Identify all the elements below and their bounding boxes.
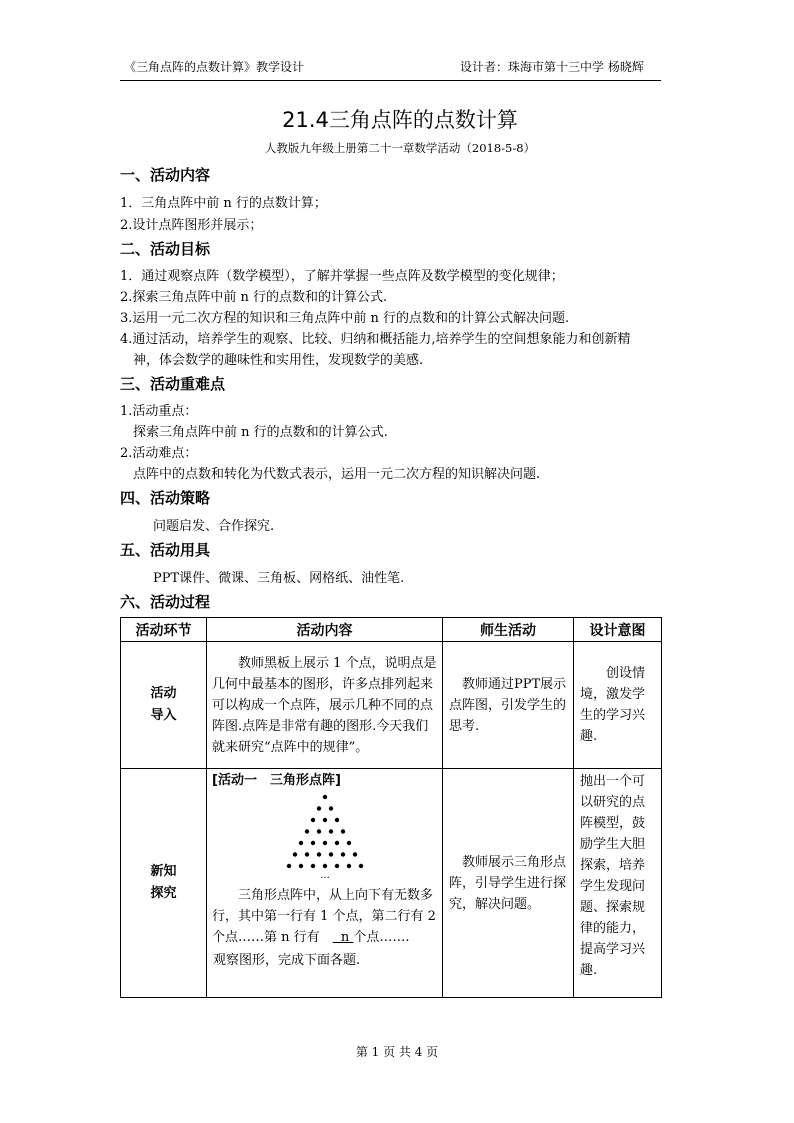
col-header-teacher: 师生活动 [443, 618, 574, 642]
dot [328, 852, 332, 856]
dot [310, 841, 314, 845]
s2-item-1: 1．通过观察点阵（数学模型），了解并掌握一些点阵及数学模型的变化规律； [120, 269, 564, 284]
table-row [121, 642, 662, 769]
row1-teacher: 教师通过PPT展示点阵图，引发学生的思考. [449, 676, 567, 734]
dot [352, 852, 356, 856]
row2-blank-answer: n [340, 930, 350, 945]
dot [346, 864, 350, 868]
row1-stage-line1: 活动 [150, 686, 177, 701]
dot [298, 864, 302, 868]
s2-item-2: 2.探索三角点阵中前 n 行的点数和的计算公式. [120, 290, 388, 305]
dot [334, 864, 338, 868]
section-heading-5: 五、活动用具 [120, 541, 211, 559]
dot [298, 841, 302, 845]
activity-process-table [120, 617, 662, 998]
row1-content: 教师黑板上展示 1 个点，说明点是几何中最基本的图形，许多点排列起来可以构成一个点阵，展示几种不同的点阵图.点阵是非常有趣的图形.今天我们就来研究“点阵中的规律”。 [212, 655, 437, 755]
header-rule [120, 80, 661, 81]
s3-item-2: 探索三角点阵中前 n 行的点数和的计算公式. [133, 425, 388, 440]
dot [292, 852, 296, 856]
section-heading-1: 一、活动内容 [120, 166, 211, 184]
dot [316, 806, 320, 810]
row1-stage-line2: 导入 [150, 708, 177, 723]
triangle-dot-array [265, 791, 385, 885]
dot [334, 841, 338, 845]
s4-text: 问题启发、合作探究. [153, 519, 275, 534]
dot [316, 852, 320, 856]
page-title: 21.4三角点阵的点数计算 [282, 108, 518, 132]
row2-content-c: 观察图形，完成下面各题. [213, 953, 361, 968]
header-left: 《三角点阵的点数计算》教学设计 [124, 60, 305, 74]
row1-teacher-cell [443, 642, 574, 769]
section-heading-3: 三、活动重难点 [120, 375, 226, 393]
row2-content-a: 三角形点阵中，从上向下有无数多行，其中第一行有 1 个点，第二行有 2 个点……第 n 行有 [212, 888, 436, 945]
dot [358, 864, 362, 868]
dot [286, 864, 290, 868]
dot [322, 864, 326, 868]
page-footer: 第 1 页 共 4 页 [355, 1045, 439, 1059]
row1-intent: 创设情境，激发学生的学习兴趣. [580, 666, 646, 744]
header-right: 设计者：珠海市第十三中学 杨晓辉 [460, 60, 644, 74]
row2-stage-line2: 探究 [150, 886, 177, 901]
section-heading-4: 四、活动策略 [120, 489, 211, 507]
row2-content-b: 个点……. [353, 930, 410, 945]
row1-intent-cell [574, 642, 662, 769]
s1-item-2: 2.设计点阵图形并展示； [120, 218, 263, 233]
row2-stage-line1: 新知 [150, 864, 177, 879]
dot [340, 852, 344, 856]
page-subtitle: 人教版九年级上册第二十一章数学活动（2018-5-8） [264, 141, 536, 155]
row2-content-cell [207, 769, 443, 998]
table-row [121, 769, 662, 998]
table-header-row [121, 618, 662, 642]
row2-stage [121, 769, 207, 998]
s3-item-1: 1.活动重点： [120, 404, 198, 419]
dot [346, 841, 350, 845]
dot [340, 829, 344, 833]
col-header-content: 活动内容 [207, 618, 443, 642]
row1-stage [121, 642, 207, 769]
dot [328, 829, 332, 833]
dots-ellipsis: ··· [319, 873, 330, 884]
row2-teacher: 教师展示三角形点阵，引导学生进行探究，解决问题。 [449, 854, 567, 912]
dot [322, 818, 326, 822]
row2-intent: 抛出一个可以研究的点阵模型，鼓励学生大胆探索，培养学生发现问题、探索规律的能力，提高学习兴趣. [580, 774, 646, 978]
dot [310, 864, 314, 868]
col-header-intent: 设计意图 [574, 618, 662, 642]
row2-teacher-cell [443, 769, 574, 998]
section-heading-6: 六、活动过程 [120, 593, 211, 611]
dot [316, 829, 320, 833]
dot [304, 829, 308, 833]
col-header-stage: 活动环节 [121, 618, 207, 642]
dot [322, 841, 326, 845]
s2-item-3: 3.运用一元二次方程的知识和三角点阵中前 n 行的点数和的计算公式解决问题. [120, 311, 570, 326]
s5-text: PPT课件、微课、三角板、网格纸、油性笔. [153, 571, 405, 586]
row2-intent-cell [574, 769, 662, 998]
dot [322, 795, 326, 799]
section-heading-2: 二、活动目标 [120, 240, 211, 258]
dot [310, 818, 314, 822]
row2-activity-title: [活动一 三角形点阵] [212, 773, 341, 788]
row2-content-blank [333, 930, 354, 945]
row2-content [207, 885, 442, 950]
dot [328, 806, 332, 810]
dot [334, 818, 338, 822]
s2-item-4-cont: 神，体会数学的趣味性和实用性，发现数学的美感. [133, 353, 424, 368]
s2-item-4: 4.通过活动，培养学生的观察、比较、归纳和概括能力,培养学生的空间想象能力和创新精 [120, 332, 631, 347]
row1-content-cell [207, 642, 443, 769]
s3-item-4: 点阵中的点数和转化为代数式表示，运用一元二次方程的知识解决问题. [133, 467, 541, 482]
dot [304, 852, 308, 856]
s1-item-1: 1．三角点阵中前 n 行的点数计算； [120, 196, 327, 211]
s3-item-3: 2.活动难点： [120, 446, 198, 461]
